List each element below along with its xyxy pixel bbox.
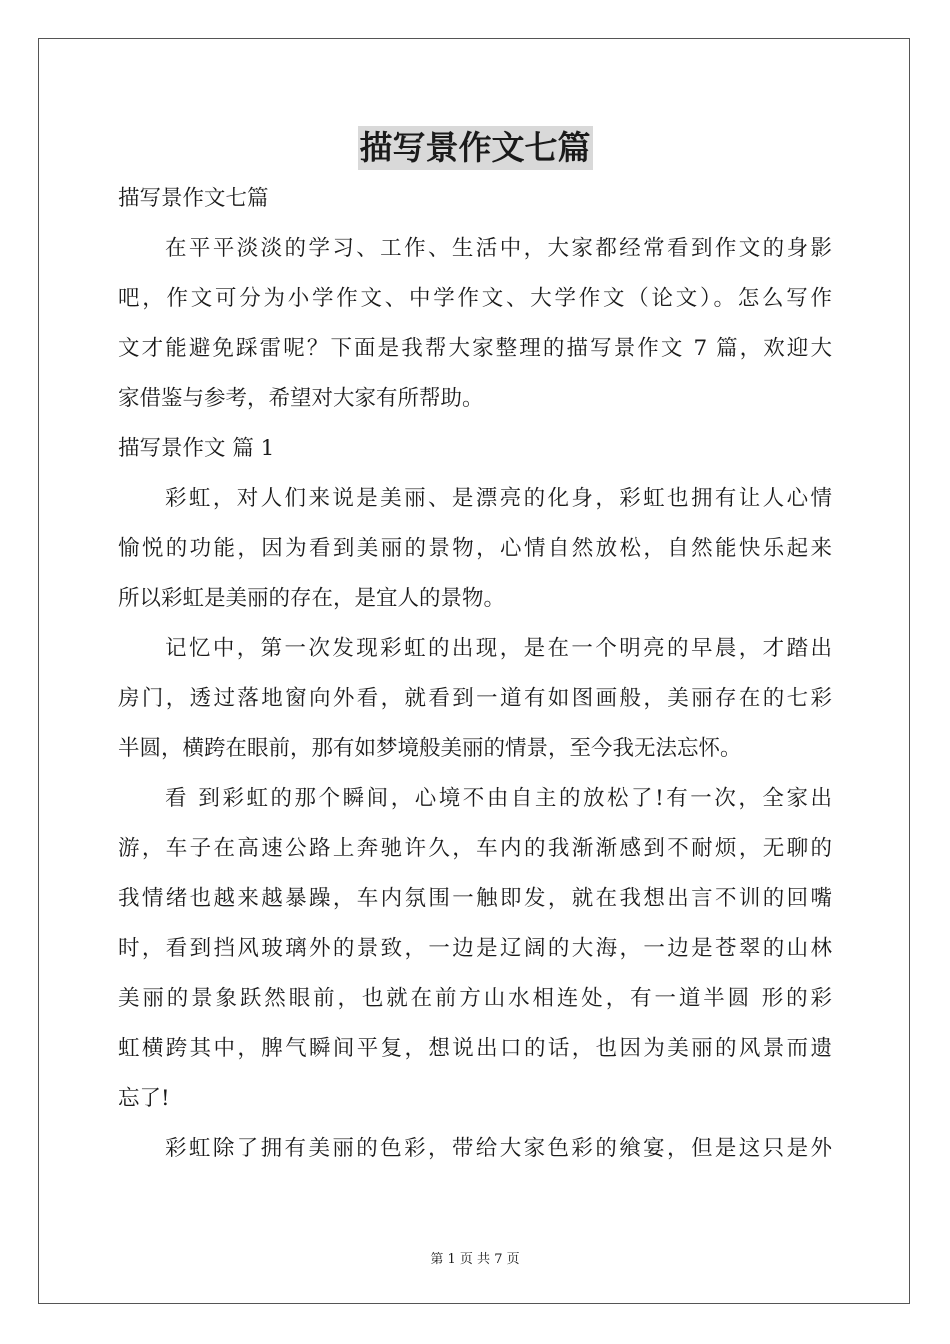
paragraph-line: 时，看到挡风玻璃外的景致，一边是辽阔的大海，一边是苍翠的山林 <box>118 936 832 961</box>
paragraph-line: 记忆中，第一次发现彩虹的出现，是在一个明亮的早晨，才踏出 <box>165 636 832 661</box>
paragraph-line: 看 到彩虹的那个瞬间，心境不由自主的放松了!有一次，全家出 <box>165 786 832 811</box>
paragraph-line: 所以彩虹是美丽的存在，是宜人的景物。 <box>118 586 506 611</box>
paragraph-line: 忘了! <box>118 1086 170 1111</box>
paragraph-line: 彩虹，对人们来说是美丽、是漂亮的化身，彩虹也拥有让人心情 <box>165 486 832 511</box>
paragraph-line: 彩虹除了拥有美丽的色彩，带给大家色彩的飨宴，但是这只是外 <box>165 1136 832 1161</box>
paragraph-line: 愉悦的功能，因为看到美丽的景物，心情自然放松，自然能快乐起来 <box>118 536 832 561</box>
paragraph-line: 美丽的景象跃然眼前，也就在前方山水相连处，有一道半圆 形的彩 <box>118 986 832 1011</box>
intro-line: 家借鉴与参考，希望对大家有所帮助。 <box>118 386 484 411</box>
paragraph-line: 半圆，横跨在眼前，那有如梦境般美丽的情景，至今我无法忘怀。 <box>118 736 742 761</box>
paragraph-line: 虹横跨其中，脾气瞬间平复，想说出口的话，也因为美丽的风景而遗 <box>118 1036 832 1061</box>
intro-line: 吧，作文可分为小学作文、中学作文、大学作文（论文）。怎么写作 <box>118 286 832 311</box>
paragraph-line: 我情绪也越来越暴躁，车内氛围一触即发，就在我想出言不训的回嘴 <box>118 886 832 911</box>
intro-line: 在平平淡淡的学习、工作、生活中，大家都经常看到作文的身影 <box>165 236 832 261</box>
page-footer: 第 1 页 共 7 页 <box>430 1252 520 1267</box>
page-border <box>38 38 910 1304</box>
document-title-wrap <box>0 126 950 170</box>
document-title: 描写景作文七篇 <box>358 126 593 170</box>
paragraph-line: 房门，透过落地窗向外看，就看到一道有如图画般，美丽存在的七彩 <box>118 686 832 711</box>
section-heading: 描写景作文 篇 1 <box>118 436 275 461</box>
intro-line: 文才能避免踩雷呢？下面是我帮大家整理的描写景作文 7 篇，欢迎大 <box>118 336 832 361</box>
paragraph-line: 游，车子在高速公路上奔驰许久，车内的我渐渐感到不耐烦，无聊的 <box>118 836 832 861</box>
document-subtitle: 描写景作文七篇 <box>118 186 269 211</box>
